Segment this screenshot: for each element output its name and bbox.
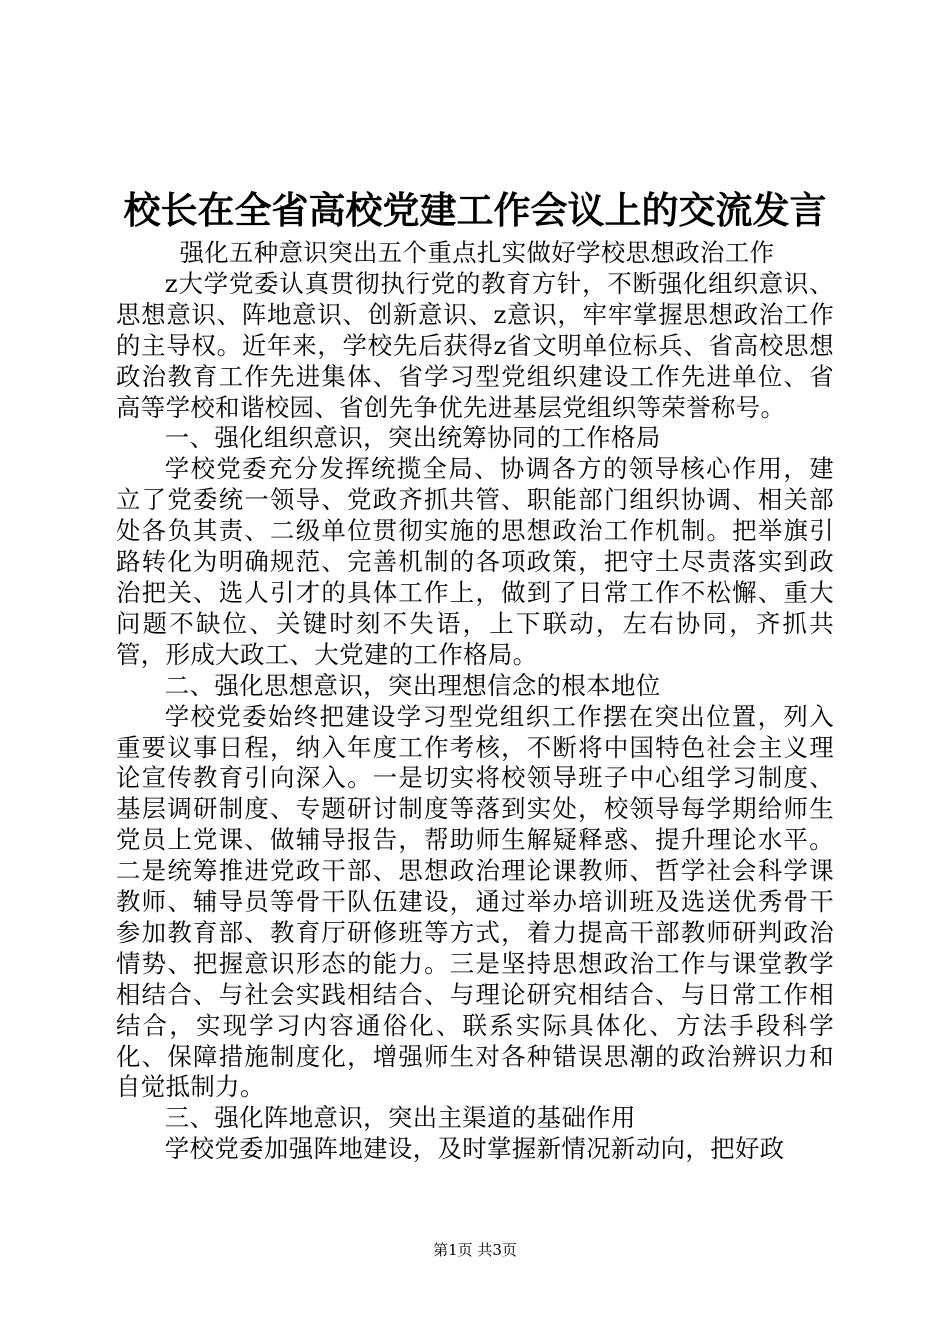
section-paragraph-2: 学校党委始终把建设学习型党组织工作摆在突出位置，列入重要议事日程，纳入年度工作考核，不断将中国特色社会主义理论宣传教育引向深入。一是切实将校领导班子中心组学习制度、基层调研制度、专题研讨制度等落到实处，校领导每学期给师生党员上党课、做辅导报告，帮助师生解疑释惑、提升理论水平。二是统筹推进党政干部、思想政治理论课教师、哲学社会科学课教师、辅导员等骨干队伍建设，通过举办培训班及选送优秀骨干参加教育部、教育厅研修班等方式，着力提高干部教师研判政治情势、把握意识形态的能力。三是坚持思想政治工作与课堂教学相结合、与社会实践相结合、与理论研究相结合、与日常工作相结合，实现学习内容通俗化、联系实际具体化、方法手段科学化、保障措施制度化，增强师生对各种错误思潮的政治辨识力和自觉抵制力。 [116, 701, 834, 1102]
document-body [116, 238, 834, 1165]
section-heading-1: 一、强化组织意识，突出统筹协同的工作格局 [164, 423, 661, 453]
section-heading-3: 三、强化阵地意识，突出主渠道的基础作用 [164, 1103, 636, 1133]
section-paragraph-3: 学校党委加强阵地建设，及时掌握新情况新动向，把好政 [164, 1134, 785, 1164]
document-title: 校长在全省高校党建工作会议上的交流发言 [123, 188, 827, 232]
document-subtitle: 强化五种意识突出五个重点扎实做好学校思想政治工作 [179, 238, 775, 267]
section-heading-2: 二、强化思想意识，突出理想信念的根本地位 [164, 670, 661, 700]
section-paragraph-1: 学校党委充分发挥统揽全局、协调各方的领导核心作用，建立了党委统一领导、党政齐抓共管、职能部门组织协调、相关部处各负其责、二级单位贯彻实施的思想政治工作机制。把举旗引路转化为明确规范、完善机制的各项政策，把守土尽责落实到政治把关、选人引才的具体工作上，做到了日常工作不松懈、重大问题不缺位、关键时刻不失语，上下联动，左右协同，齐抓共管，形成大政工、大党建的工作格局。 [116, 454, 834, 669]
page-footer: 第1页 共3页 [433, 1241, 517, 1259]
intro-paragraph: z大学党委认真贯彻执行党的教育方针，不断强化组织意识、思想意识、阵地意识、创新意识、z意识，牢牢掌握思想政治工作的主导权。近年来，学校先后获得z省文明单位标兵、省高校思想政治教育工作先进集体、省学习型党组织建设工作先进单位、省高等学校和谐校园、省创先争优先进基层党组织等荣誉称号。 [116, 268, 834, 422]
